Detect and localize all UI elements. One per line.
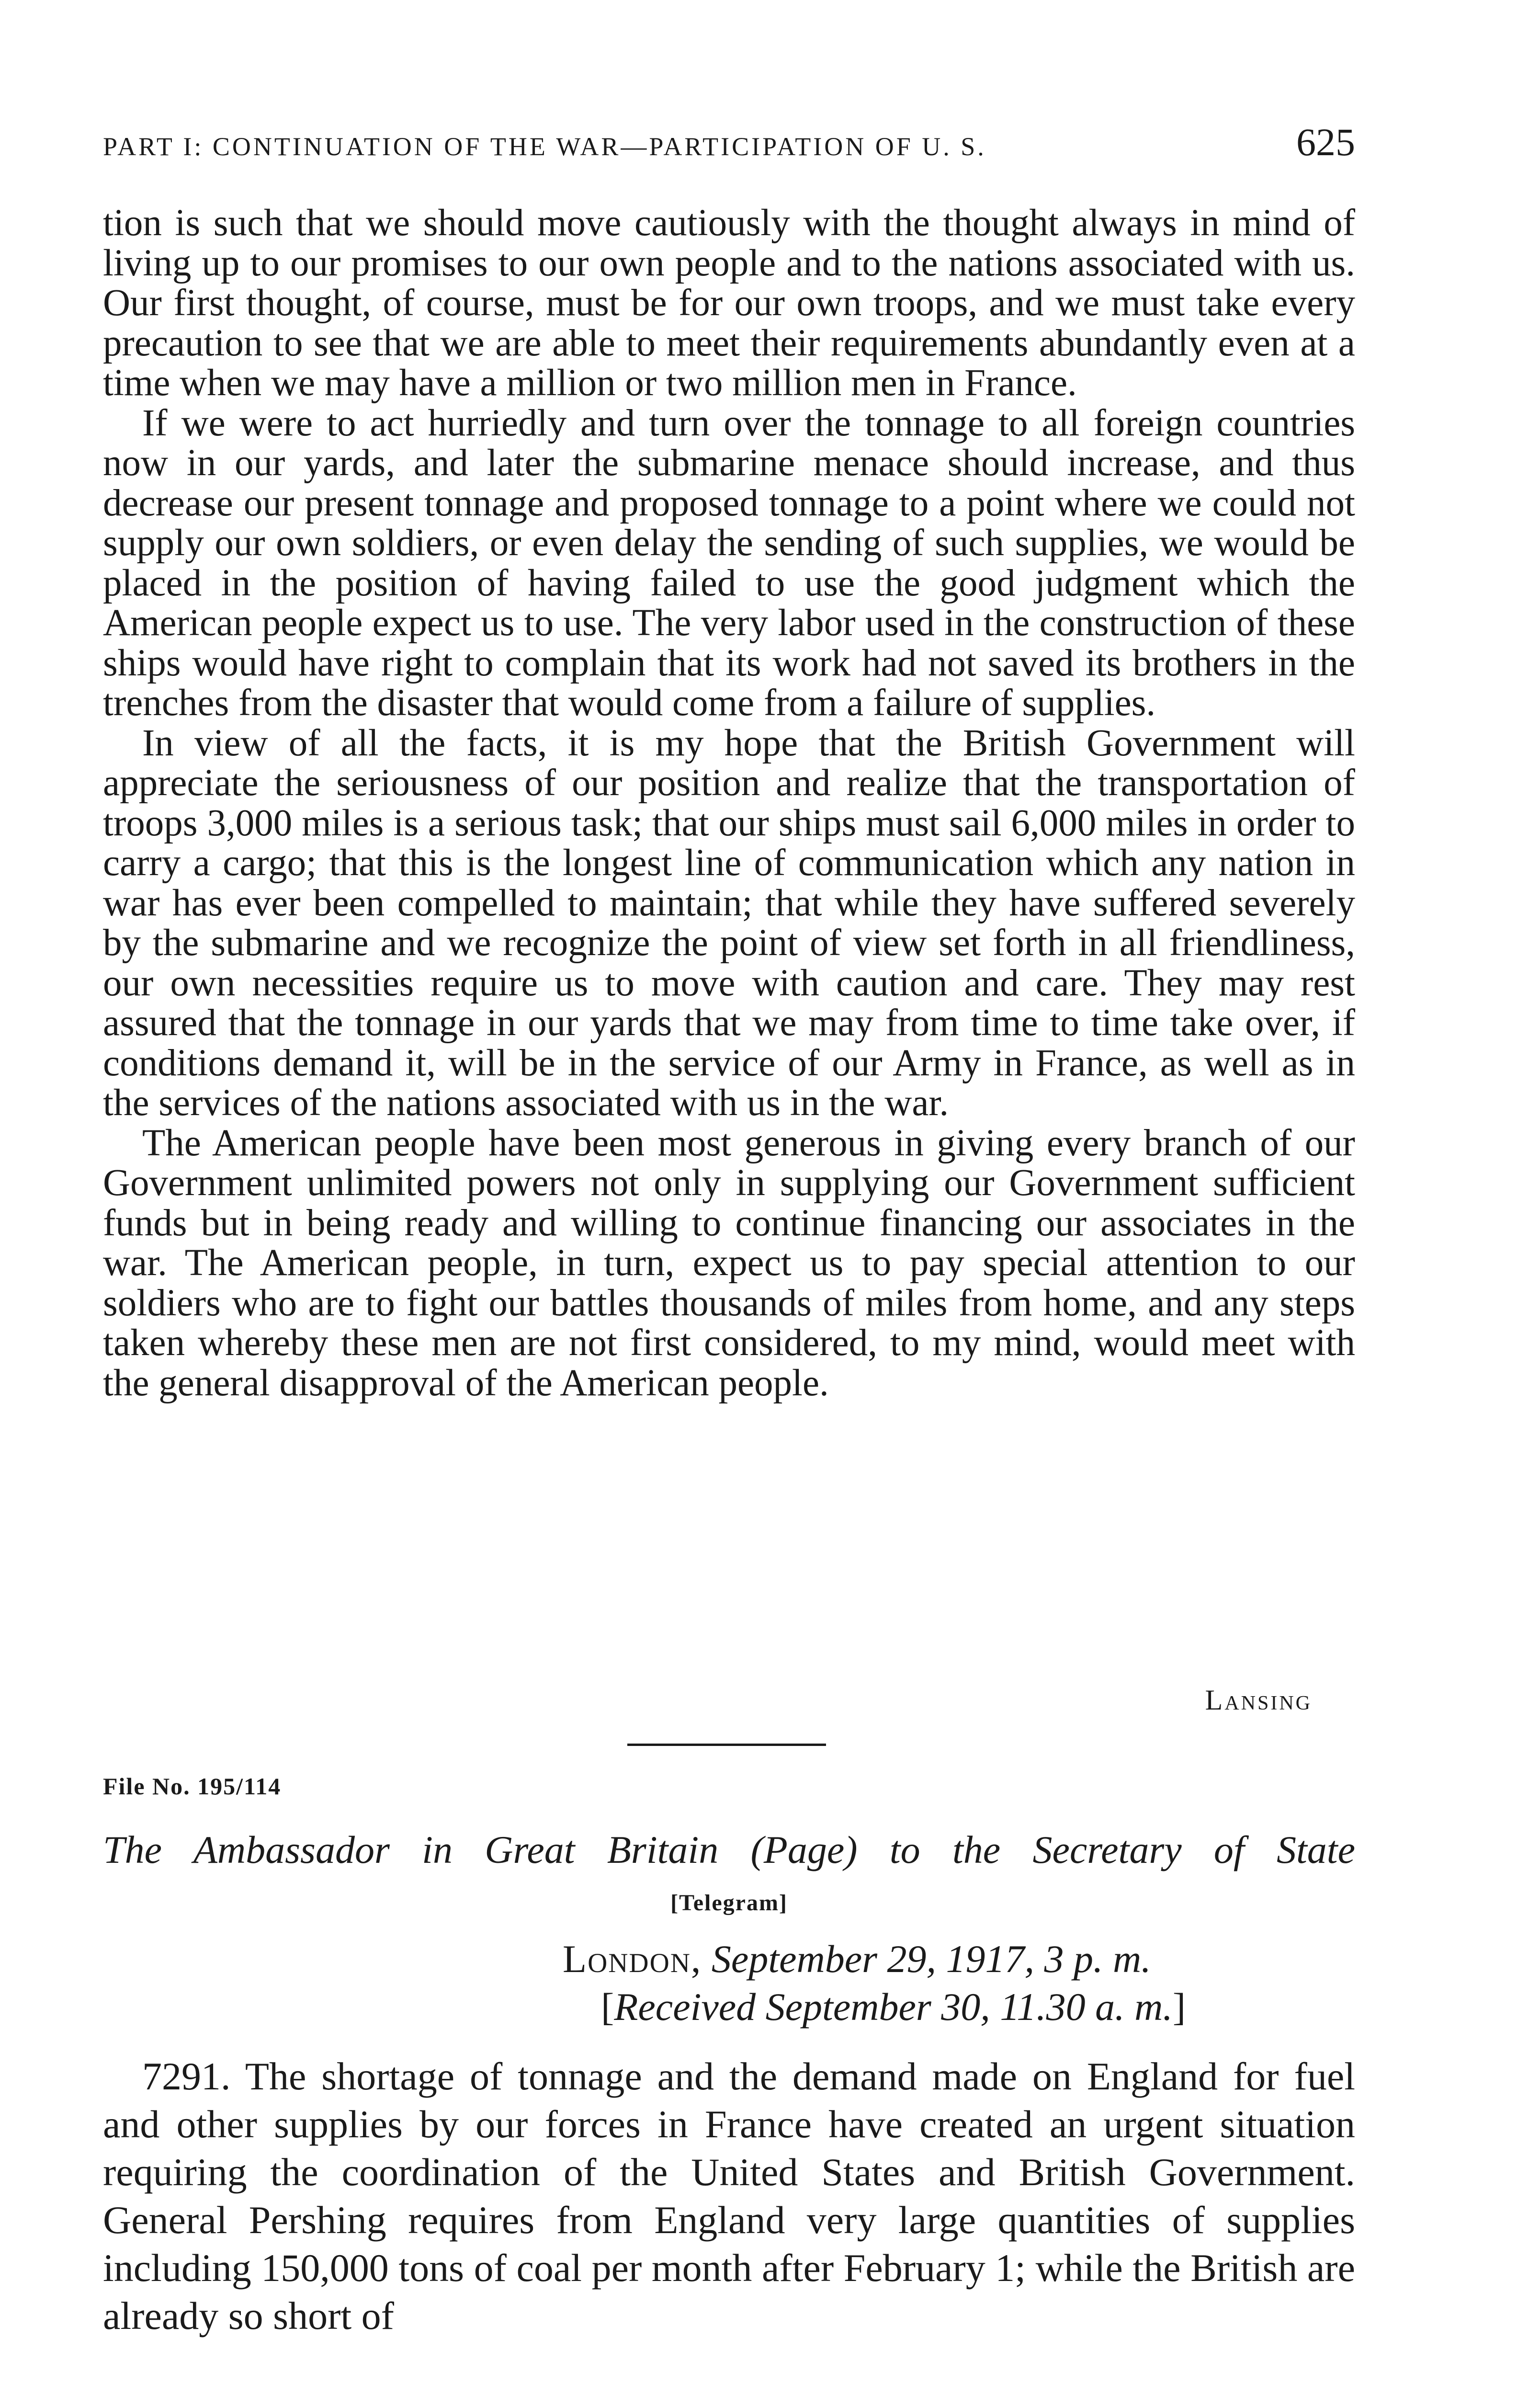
dateline-date: September 29, 1917, 3 p. m. <box>711 1937 1151 1981</box>
running-head <box>103 120 1355 165</box>
paragraph: tion is such that we should move cautiously with the thought always in mind of living up to our promises to our own people and to the nations associated with us. Our first thought, of course, must be for our own troops, and we must take every precaution to see that we are able to meet their requirements abundantly even at a time when we may have a million or two million men in France. <box>103 202 1355 404</box>
file-number: File No. 195/114 <box>103 1773 282 1800</box>
paragraph: 7291. The shortage of tonnage and the demand made on England for fuel and other supplies by our forces in France have created an urgent situation requiring the coordination of the United States and British Government. General Pershing requires from England very large quantities of supplies including 150,000 tons of coal per month after February 1; while the British are already so short of <box>103 2054 1355 2338</box>
paragraph: In view of all the facts, it is my hope that the British Government will appreciate the seriousness of our position and realize that the transportation of troops 3,000 miles is a serious task; that our ships must sail 6,000 miles in order to carry a cargo; that this is the longest line of communication which any nation in war has ever been compelled to maintain; that while they have suffered severely by the submarine and we recognize the point of view set forth in all friendliness, our own necessities require us to move with caution and care. They may rest assured that the tonnage in our yards that we may from time to time take over, if conditions demand it, will be in the service of our Army in France, as well as in the services of the nations associated with us in the war. <box>103 722 1355 1124</box>
received-bracket-close: ] <box>1172 1985 1186 2029</box>
section-divider <box>627 1744 826 1746</box>
document-type: [Telegram] <box>670 1890 788 1916</box>
paragraph: If we were to act hurriedly and turn over the tonnage to all foreign countries now in our yards, and later the submarine menace should increase, and thus decrease our present tonnage and proposed tonnage to a point where we could not supply our own soldiers, or even delay the sending of such supplies, we would be placed in the position of having failed to use the good judgment which the American people expect us to use. The very labor used in the construction of these ships would have right to complain that its work had not saved its brothers in the trenches from the disaster that would come from a failure of supplies. <box>103 402 1355 724</box>
received-date: Received September 30, 11.30 a. m. <box>614 1985 1173 2029</box>
received-bracket-open: [ <box>601 1985 614 2029</box>
paragraph: The American people have been most generous in giving every branch of our Government unlimited powers not only in supplying our Government sufficient funds but in being ready and willing to continue financing our associates in the war. The American people, in turn, expect us to pay special attention to our soldiers who are to fight our battles thousands of miles from home, and any steps taken whereby these men are not first considered, to my mind, would meet with the general disapproval of the American people. <box>103 1122 1355 1404</box>
telegram-body <box>103 2053 1355 2340</box>
running-title: PART I: CONTINUATION OF THE WAR—PARTICIPATION OF U. S. <box>103 132 986 161</box>
document-heading: The Ambassador in Great Britain (Page) to the Secretary of State <box>103 1828 1355 1871</box>
signature: Lansing <box>1205 1684 1312 1716</box>
lansing-letter-body <box>103 203 1355 1403</box>
page-number: 625 <box>1296 120 1355 164</box>
dateline <box>563 1935 1151 1983</box>
received-line <box>601 1983 1186 2031</box>
dateline-place: London, <box>563 1937 702 1981</box>
